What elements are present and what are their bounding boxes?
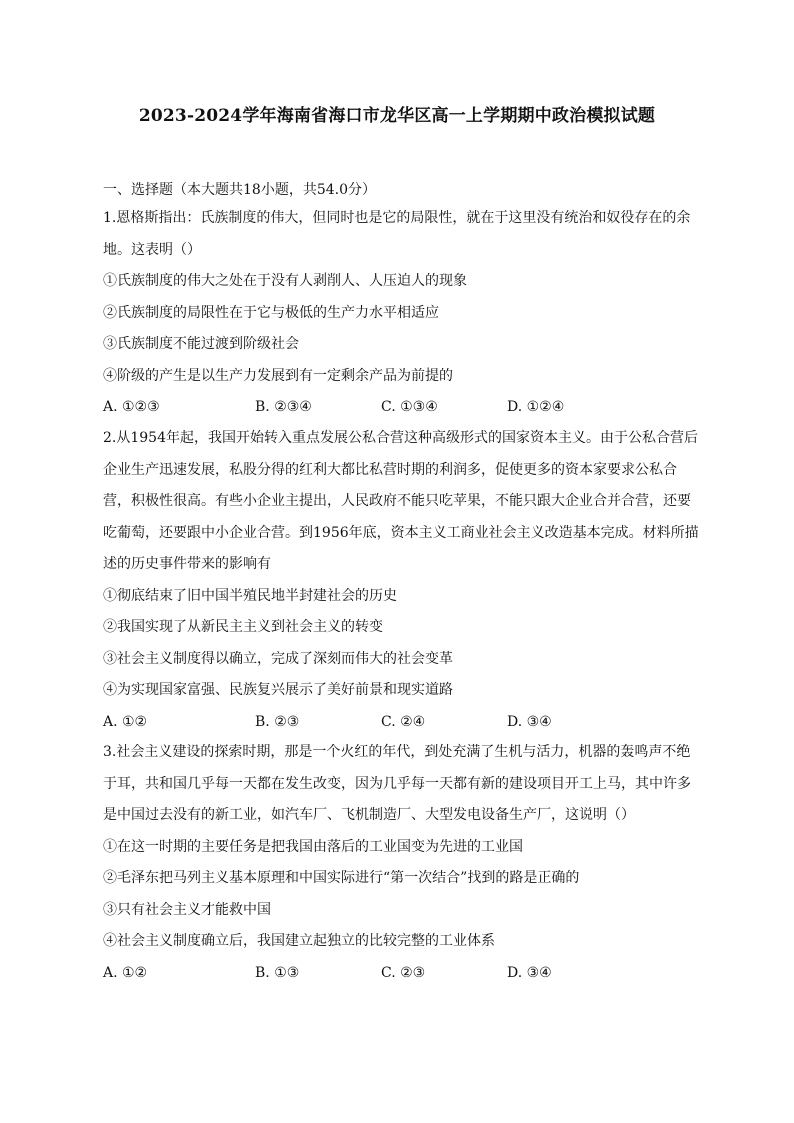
question-option: ②毛泽东把马列主义基本原理和中国实际进行“第一次结合”找到的路是正确的 (103, 870, 580, 886)
answer-choice-a: A. ①②③ (103, 399, 160, 415)
document-title: 2023-2024学年海南省海口市龙华区高一上学期期中政治模拟试题 (138, 106, 656, 126)
question-option: ②氏族制度的局限性在于它与极低的生产力水平相适应 (103, 304, 439, 321)
question-option: ①彻底结束了旧中国半殖民地半封建社会的历史 (103, 587, 397, 604)
question-option: ④阶级的产生是以生产力发展到有一定剩余产品为前提的 (103, 367, 453, 384)
question-option: ①氏族制度的伟大之处在于没有人剥削人、人压迫人的现象 (103, 273, 467, 289)
question-option: ④为实现国家富强、民族复兴展示了美好前景和现实道路 (103, 682, 453, 698)
question-option: ③只有社会主义才能救中国 (103, 901, 271, 918)
answer-choices (103, 392, 701, 424)
answer-choice-b: B. ①③ (255, 964, 300, 981)
answer-choice-a: A. ①② (103, 713, 148, 730)
answer-choice-d: D. ③④ (507, 964, 552, 981)
answer-choice-c: C. ①③④ (381, 399, 438, 415)
question-option: ①在这一时期的主要任务是把我国由落后的工业国变为先进的工业国 (103, 838, 523, 855)
question-stem: 2.从1954年起，我国开始转入重点发展公私合营这种高级形式的国家资本主义。由于公私合营后企业生产迅速发展，私股分得的红利大都比私营时期的利润多，促使更多的资本家要求公私合营，积极性很高。有些小企业主提出，人民政府不能只吃苹果，不能只跟大企业合并合营，还要吃葡萄，还要跟中小企业合营。到1956年底，资本主义工商业社会主义改造基本完成。材料所描述的历史事件带来的影响有 (103, 430, 699, 572)
question-stem: 3.社会主义建设的探索时期，那是一个火红的年代，到处充满了生机与活力，机器的轰鸣声不绝于耳，共和国几乎每一天都在发生改变，因为几乎每一天都有新的建设项目开工上马，其中许多是中国过去没有的新工业，如汽车厂、飞机制造厂、大型发电设备生产厂，这说明（） (103, 744, 691, 823)
answer-choice-c: C. ②③ (381, 964, 426, 981)
answer-choice-b: B. ②③④ (255, 399, 312, 415)
answer-choice-b: B. ②③ (255, 713, 300, 730)
question-stem: 1.恩格斯指出：氏族制度的伟大，但同时也是它的局限性，就在于这里没有统治和奴役存在的余地。这表明（） (103, 210, 691, 258)
question-option: ④社会主义制度确立后，我国建立起独立的比较完整的工业体系 (103, 933, 495, 949)
question-2 (103, 423, 701, 738)
answer-choices (103, 707, 701, 739)
question-3 (103, 737, 701, 989)
section-heading: 一、选择题（本大题共18小题，共54.0分） (103, 182, 376, 198)
answer-choice-d: D. ③④ (507, 713, 552, 730)
answer-choices (103, 958, 701, 990)
question-option: ③氏族制度不能过渡到阶级社会 (103, 336, 299, 352)
question-1 (103, 203, 701, 424)
question-option: ③社会主义制度得以确立，完成了深刻而伟大的社会变革 (103, 650, 453, 667)
answer-choice-d: D. ①②④ (507, 399, 565, 415)
answer-choice-a: A. ①② (103, 964, 148, 981)
question-option: ②我国实现了从新民主主义到社会主义的转变 (103, 619, 383, 635)
answer-choice-c: C. ②④ (381, 713, 426, 730)
